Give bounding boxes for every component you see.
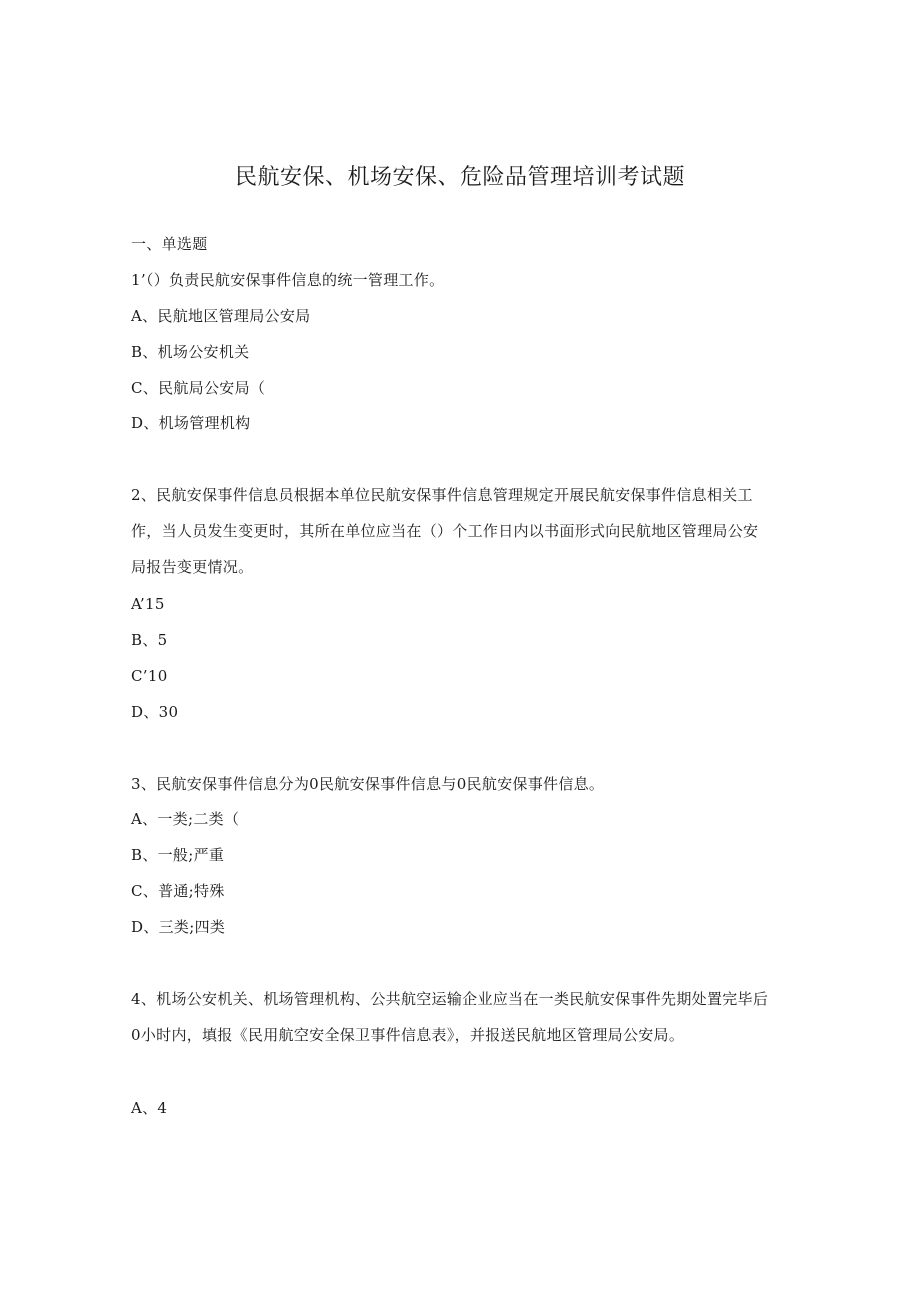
option-c: C、普通;特殊 [131,882,225,900]
question-stem: 4、机场公安机关、机场管理机构、公共航空运输企业应当在一类民航安保事件先期处置完毕后0小时内，填报《民用航空安全保卫事件信息表》，并报送民航地区管理局公安局。 [131,990,769,1044]
question-stem: 3、民航安保事件信息分为0民航安保事件信息与0民航安保事件信息。 [131,775,605,793]
option-d: D、30 [131,703,179,721]
question-stem: 2、民航安保事件信息员根据本单位民航安保事件信息管理规定开展民航安保事件信息相关工作，当人员发生变更时，其所在单位应当在（）个工作日内以书面形式向民航地区管理局公安局报告变更情况。 [131,486,759,576]
option-a: A、4 [131,1099,168,1117]
option-d: D、机场管理机构 [131,414,251,432]
option-b: B、机场公安机关 [131,343,250,361]
option-a: A’15 [131,595,165,613]
option-a: A、民航地区管理局公安局 [131,307,311,325]
section-heading: 一、单选题 [131,235,208,253]
option-a: A、一类;二类（ [131,810,240,828]
option-c: C’10 [131,667,168,685]
option-c: C、民航局公安局（ [131,379,266,397]
option-b: B、5 [131,631,168,649]
document-title: 民航安保、机场安保、危险品管理培训考试题 [234,165,685,190]
option-d: D、三类;四类 [131,918,226,936]
question-stem: 1’（）负责民航安保事件信息的统一管理工作。 [131,271,445,289]
option-b: B、一般;严重 [131,846,225,864]
